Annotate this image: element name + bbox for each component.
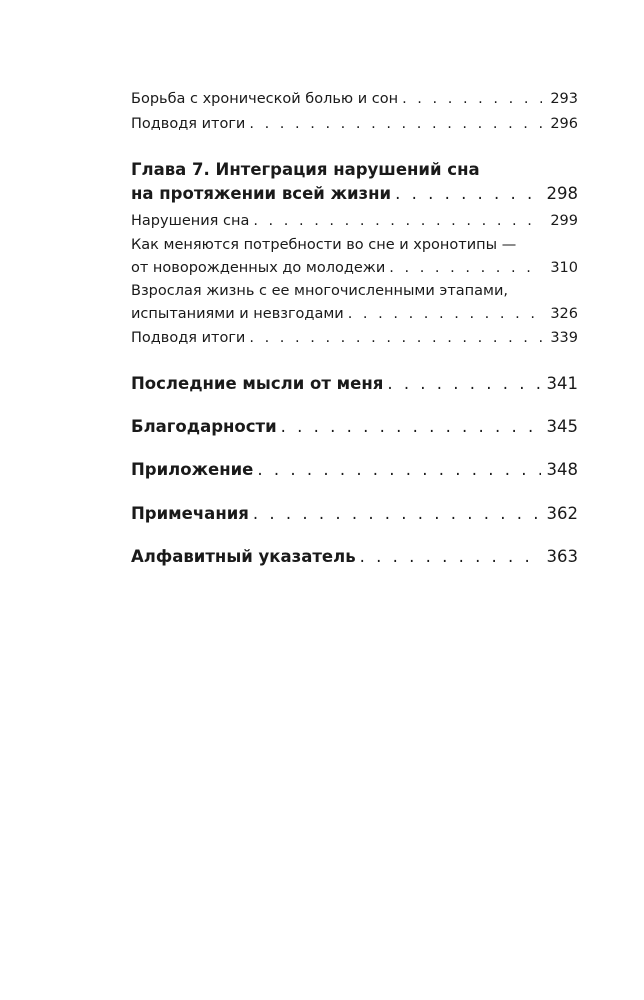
toc-line [131,416,578,438]
toc-line [131,257,578,279]
toc-entry-title: Нарушения сна [131,213,250,229]
toc-entry-page: 298 [546,184,578,203]
dot-leader [281,416,541,438]
toc-entry-summary-2 [131,327,578,349]
toc-line [131,88,578,110]
dot-leader [253,503,541,525]
toc-entry-title: Алфавитный указатель [131,547,356,566]
toc-notes [131,503,578,525]
toc-entry-page: 310 [550,260,578,276]
toc-entry-page: 341 [546,374,578,393]
dot-leader [249,327,542,349]
toc-entry-page: 299 [550,213,578,229]
dot-leader [348,303,542,325]
toc-entry-page: 348 [546,460,578,479]
toc-entry-page: 339 [550,330,578,346]
toc-entry-title: Примечания [131,504,249,523]
toc-line [131,459,578,481]
toc-line [131,303,578,325]
toc-entry-title: Приложение [131,460,254,479]
toc-line [131,183,578,205]
toc-entry-page: 345 [546,417,578,436]
toc-entry-title: Подводя итоги [131,116,246,132]
toc-line [131,327,578,349]
dot-leader [249,113,542,135]
toc-entry-summary-1 [131,113,578,135]
dot-leader [395,183,540,205]
toc-entry-title: от новорожденных до молодежи [131,260,386,276]
toc-acknowledgements [131,416,578,438]
toc-line [131,503,578,525]
dot-leader [257,459,540,481]
toc-entry-title: Последние мысли от меня [131,374,384,393]
dot-leader [360,546,541,568]
toc-entry-title: Борьба с хронической болью и сон [131,91,399,107]
toc-line [131,373,578,395]
toc-entry-page: 293 [550,91,578,107]
toc-entry-title: Подводя итоги [131,330,246,346]
dot-leader [387,373,540,395]
toc-line [131,210,578,232]
toc-entry-page: 362 [546,504,578,523]
toc-entry-page: 326 [550,306,578,322]
toc-appendix [131,459,578,481]
toc-index [131,546,578,568]
dot-leader [253,210,542,232]
toc-entry-title: испытаниями и невзгодами [131,306,344,322]
toc-entry-sleep-disorders [131,210,578,232]
toc-line [131,113,578,135]
toc-entry-title-line1: Как меняются потребности во сне и хронотипы — [131,237,517,253]
toc-entry-chronotypes [131,234,578,279]
toc-chapter-title-line1: Глава 7. Интеграция нарушений сна [131,160,480,179]
dot-leader [389,257,542,279]
toc-entry-title: Благодарности [131,417,277,436]
toc-chapter-7 [131,159,578,205]
toc-entry-page: 363 [546,547,578,566]
toc-line [131,546,578,568]
toc-final-thoughts [131,373,578,395]
toc-entry-page: 296 [550,116,578,132]
toc-entry-adulthood [131,280,578,325]
toc-entry-title: на протяжении всей жизни [131,184,392,203]
toc-entry-title-line1: Взрослая жизнь с ее многочисленными этапами, [131,283,508,299]
toc-entry-chronic-pain [131,88,578,110]
dot-leader [402,88,542,110]
